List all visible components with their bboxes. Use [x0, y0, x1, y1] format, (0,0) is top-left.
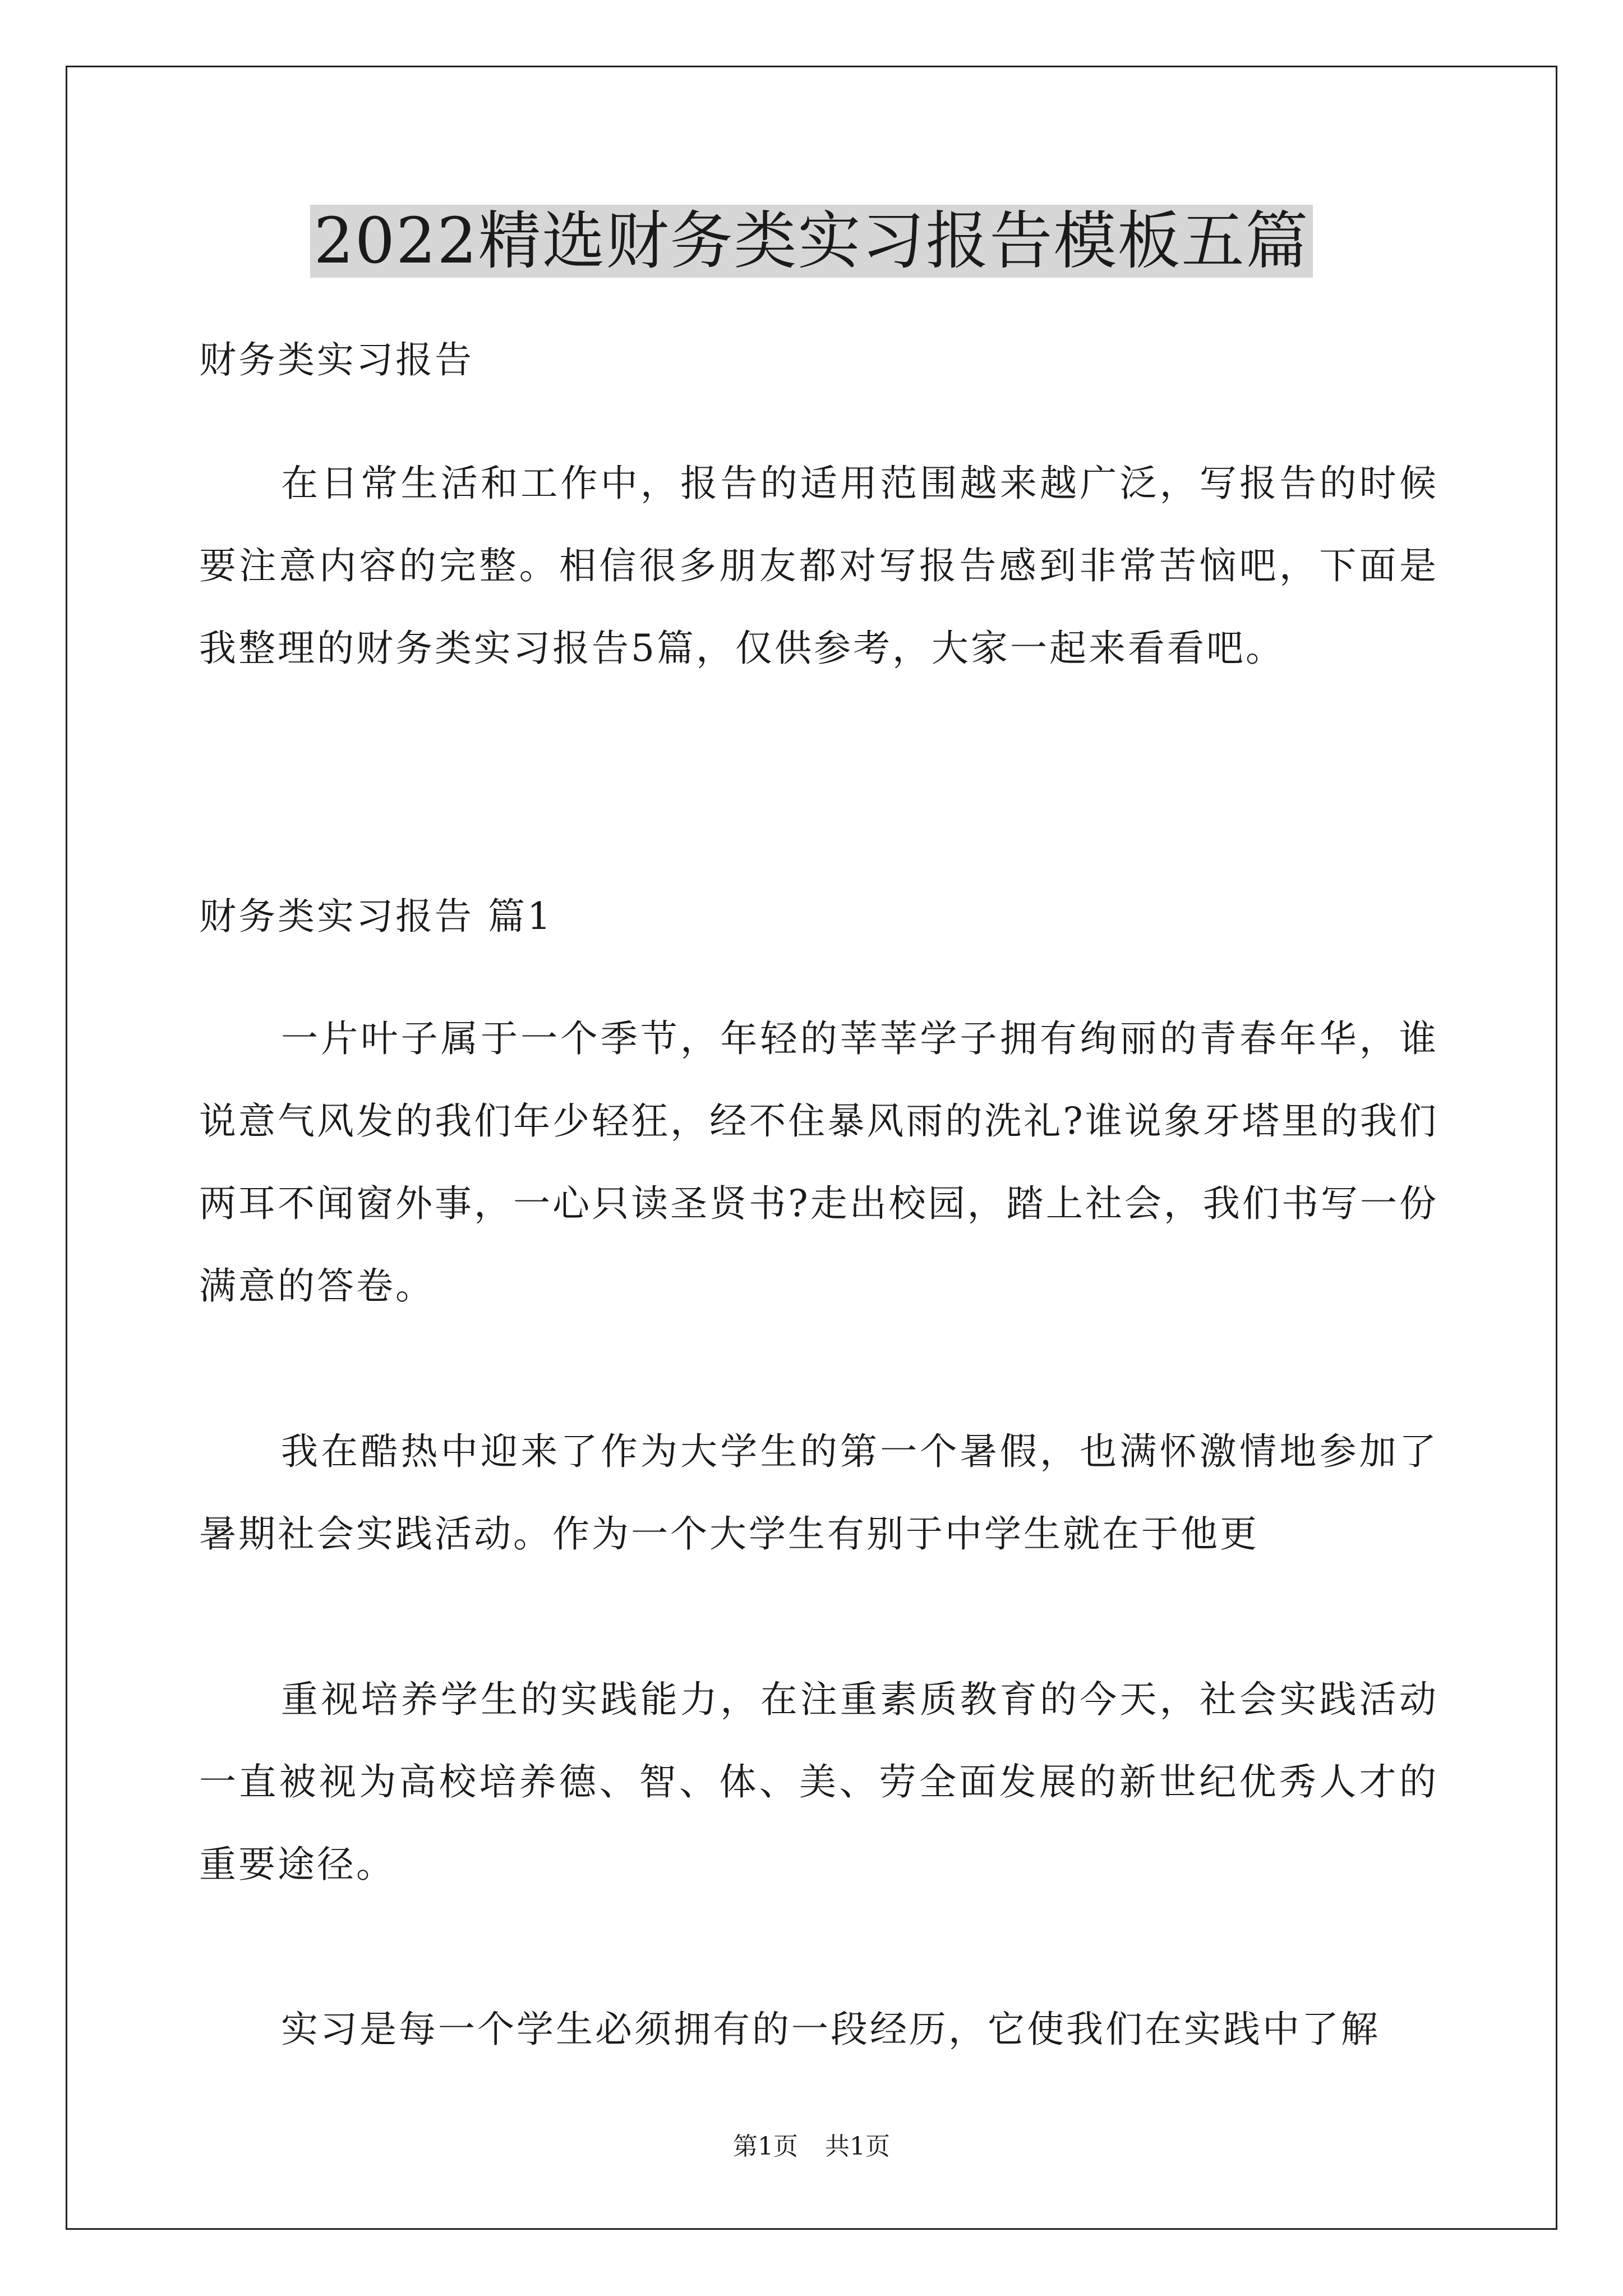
section-1-paragraph-2: 我在酷热中迎来了作为大学生的第一个暑假，也满怀激情地参加了暑期社会实践活动。作为一个大学生有别于中学生就在于他更: [199, 1430, 1438, 1556]
page-number-total: 共1页: [825, 2132, 890, 2161]
section-1-paragraph-4: 实习是每一个学生必须拥有的一段经历，它使我们在实践中了解: [281, 2008, 1380, 2051]
document-title: 2022精选财务类实习报告模板五篇: [0, 199, 1623, 283]
section-1-heading: 财务类实习报告 篇1: [199, 895, 553, 938]
page-number-current: 第1页: [733, 2132, 798, 2161]
section-1-paragraph-1: 一片叶子属于一个季节，年轻的莘莘学子拥有绚丽的青春年华，谁说意气风发的我们年少轻狂，经不住暴风雨的洗礼?谁说象牙塔里的我们两耳不闻窗外事，一心只读圣贤书?走出校园，踏上社会，我们书写一份满意的答卷。: [199, 1017, 1438, 1308]
intro-heading: 财务类实习报告: [199, 338, 474, 381]
page-footer: [0, 2130, 1623, 2164]
intro-paragraph: 在日常生活和工作中，报告的适用范围越来越广泛，写报告的时候要注意内容的完整。相信很多朋友都对写报告感到非常苦恼吧，下面是我整理的财务类实习报告5篇，仅供参考，大家一起来看看吧。: [199, 462, 1438, 670]
section-1-paragraph-3: 重视培养学生的实践能力，在注重素质教育的今天，社会实践活动一直被视为高校培养德、智、体、美、劳全面发展的新世纪优秀人才的重要途径。: [199, 1678, 1438, 1886]
